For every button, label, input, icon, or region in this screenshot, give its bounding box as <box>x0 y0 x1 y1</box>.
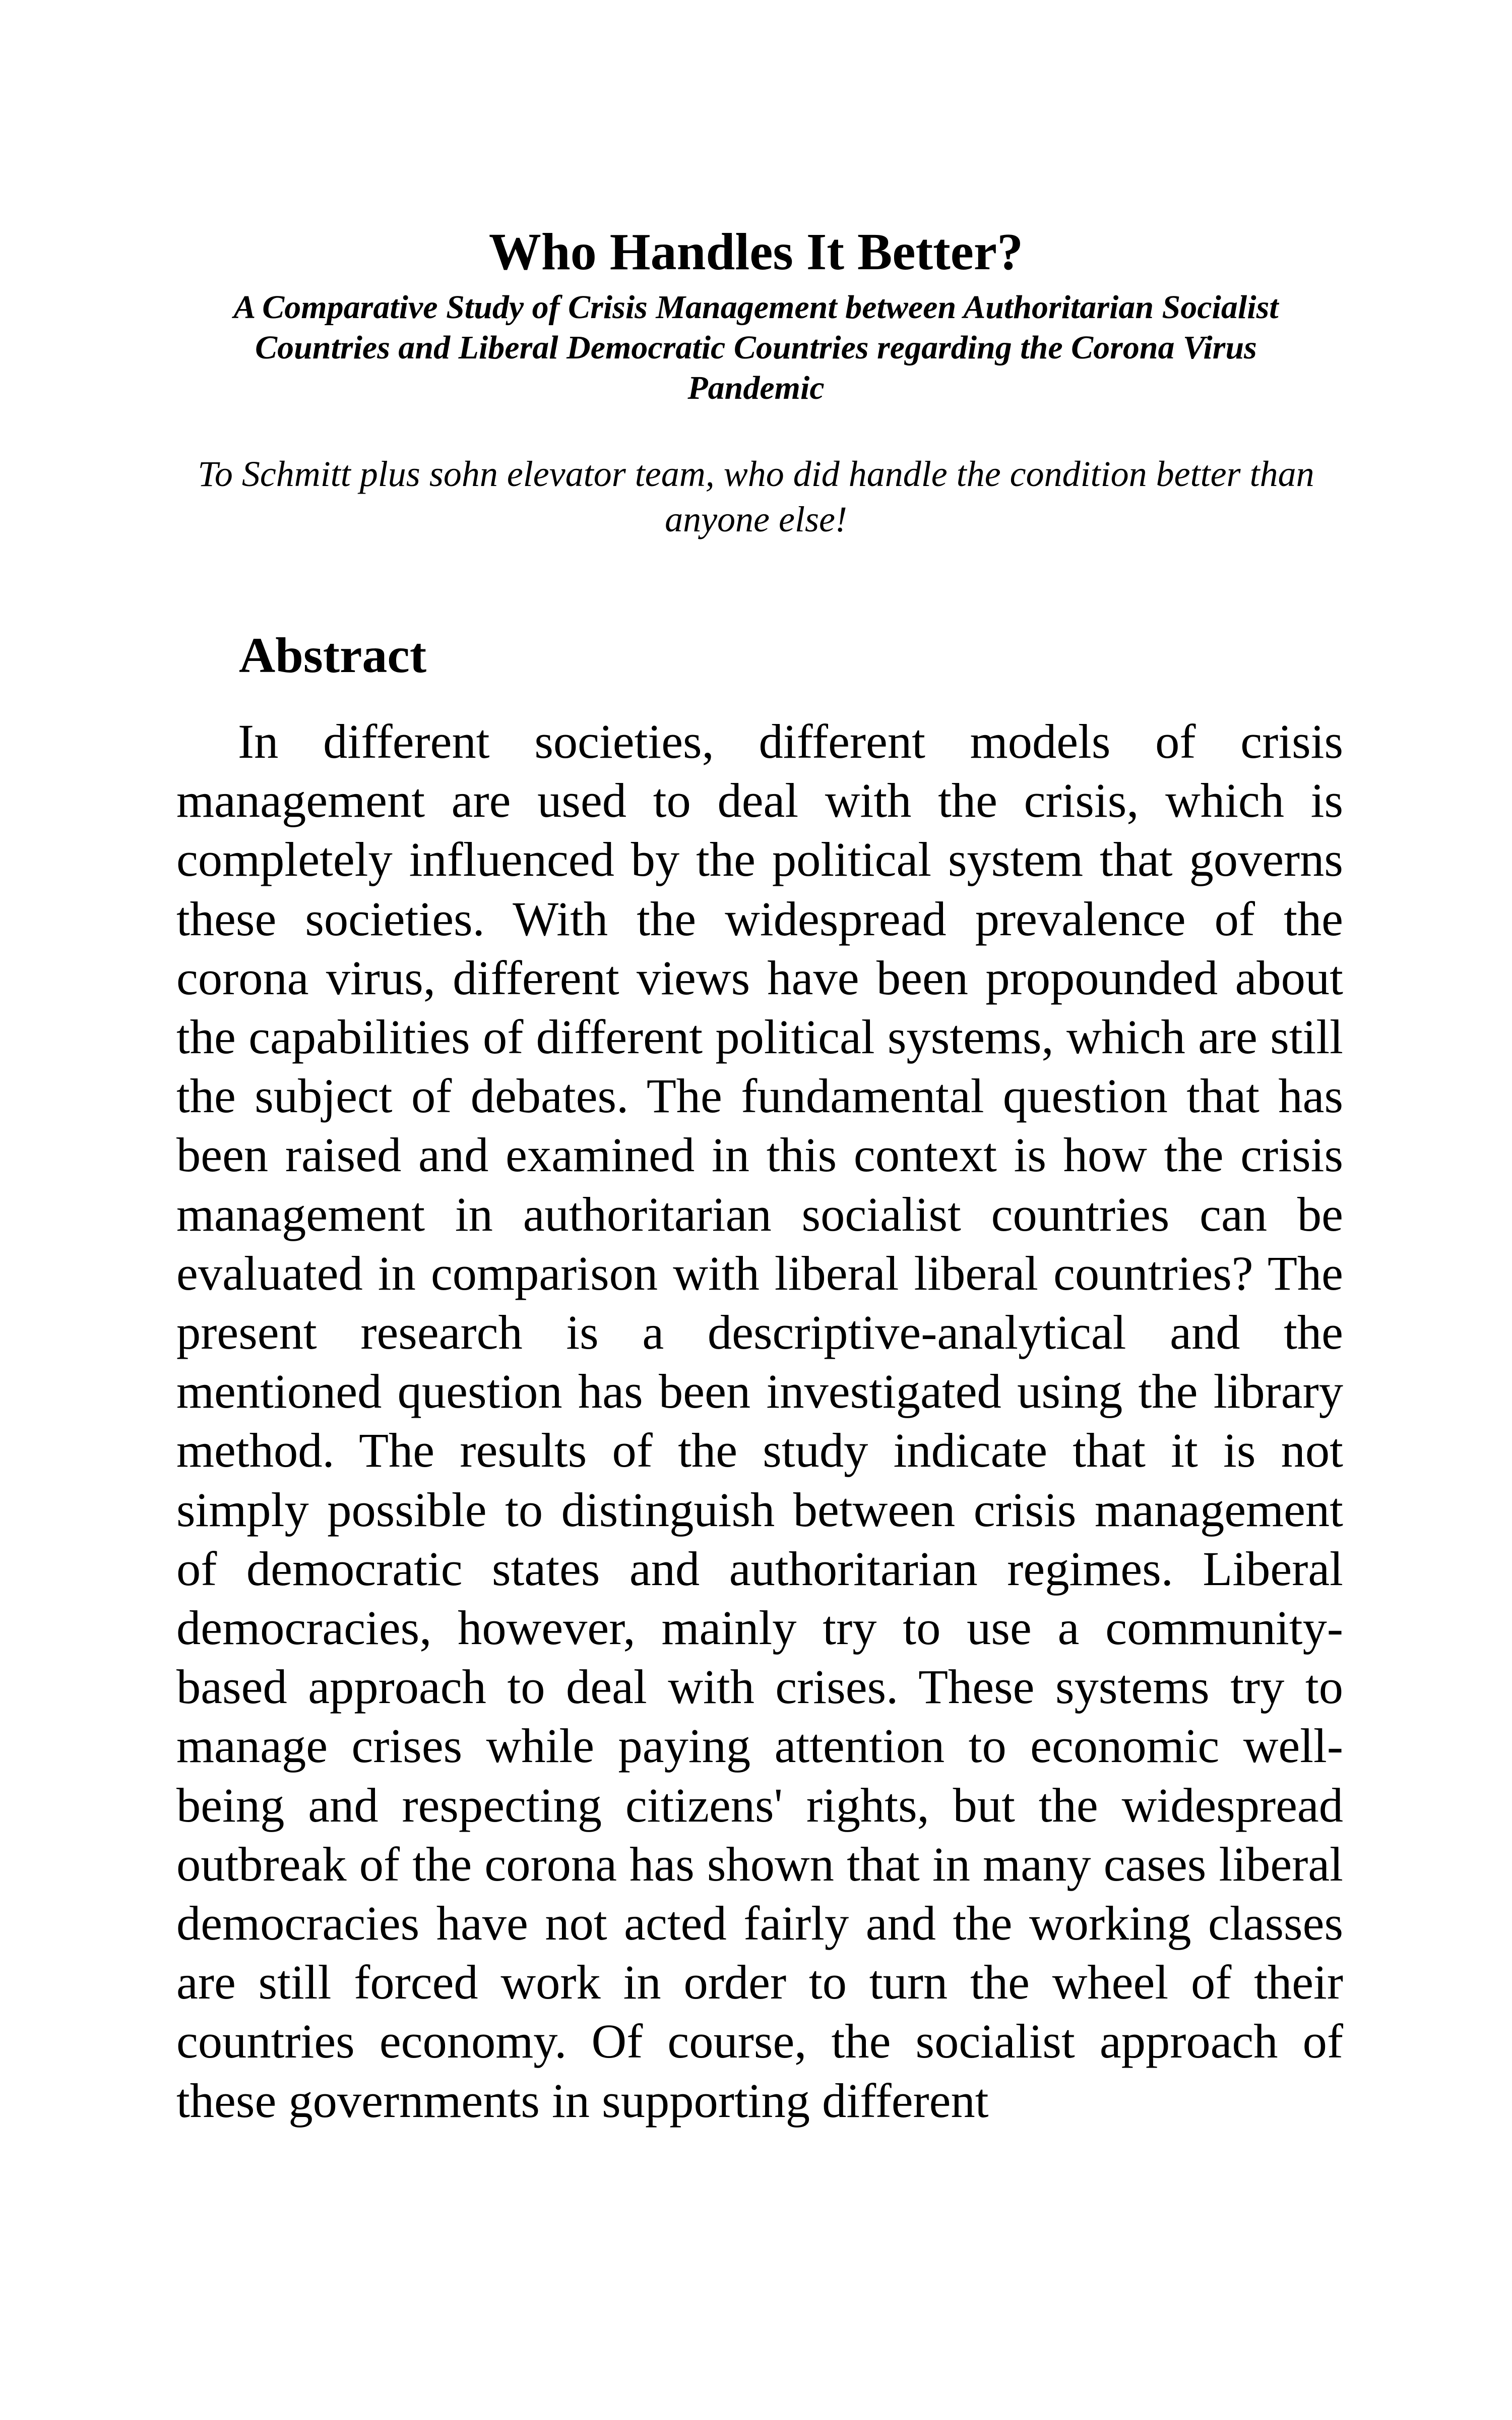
paper-title: Who Handles It Better? <box>488 223 1024 281</box>
paper-subtitle: A Comparative Study of Crisis Management between Authoritarian Socialist Countries and Liberal Democratic Countries regarding the Corona Virus Pandemic <box>233 289 1279 406</box>
dedication: To Schmitt plus sohn elevator team, who did handle the condition better than anyone else! <box>198 454 1314 539</box>
abstract-heading: Abstract <box>239 627 427 683</box>
abstract-body: In different societies, different models of crisis management are used to deal with the crisis, which is completely influenced by the political system that governs these societies. With the widespread prevalence of the corona virus, different views have been propounded about the capabilities of different political systems, which are still the subject of debates. The fundamental question that has been raised and examined in this context is how the crisis management in authoritarian socialist countries can be evaluated in comparison with liberal liberal countries? The present research is a descriptive-analytical and the mentioned question has been investigated using the library method. The results of the study indicate that it is not simply possible to distinguish between crisis management of democratic states and authoritarian regimes. Liberal democracies, however, mainly try to use a community-based approach to deal with crises. These systems try to manage crises while paying attention to economic well-being and respecting citizens' rights, but the widespread outbreak of the corona has shown that in many cases liberal democracies have not acted fairly and the working classes are still forced work in order to turn the wheel of their countries economy. Of course, the socialist approach of these governments in supporting different <box>176 714 1343 2128</box>
